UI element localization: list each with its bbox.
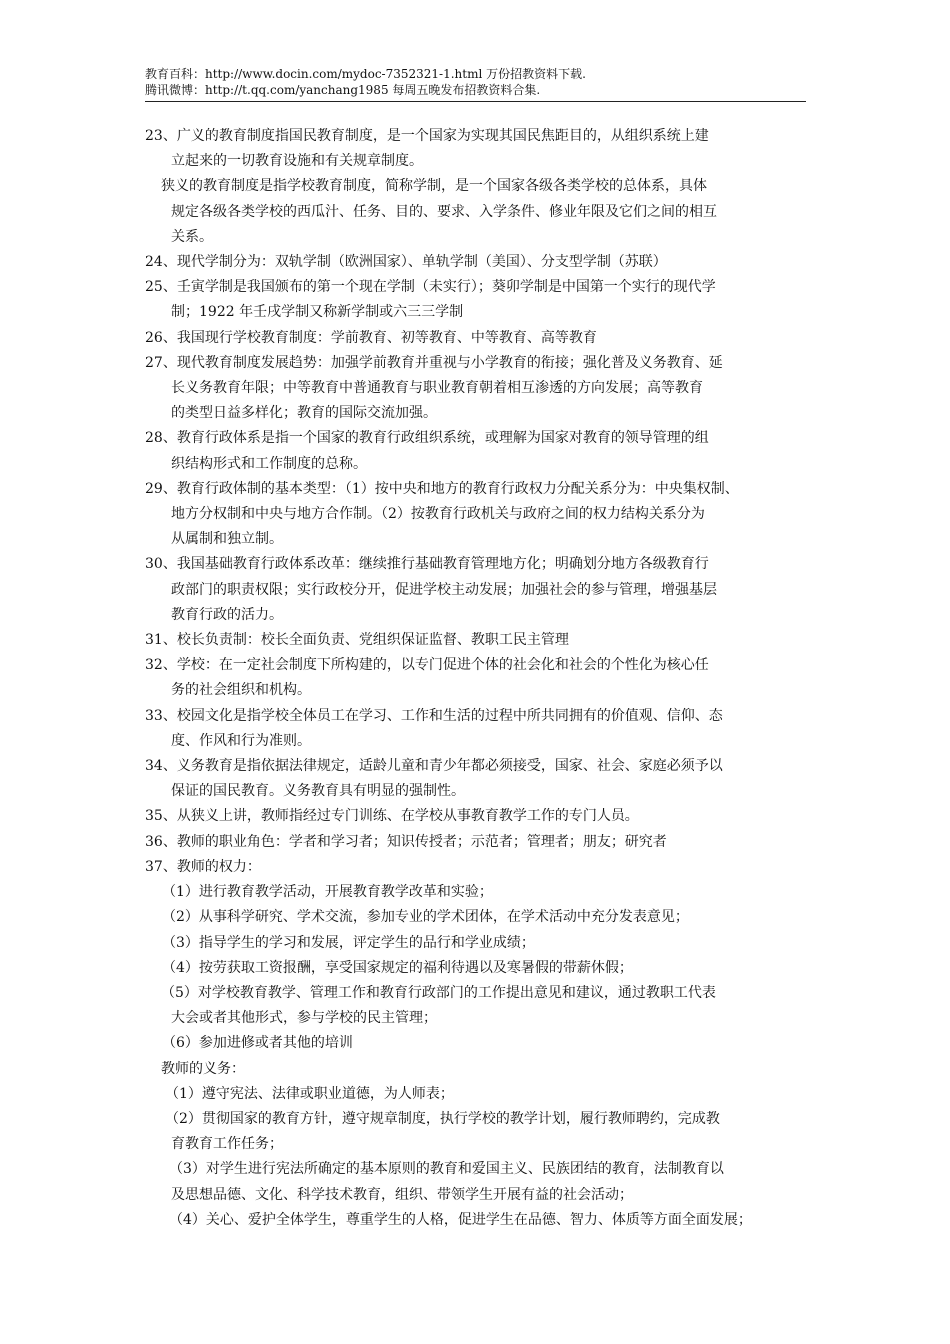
item-34-line-1: 34、义务教育是指依据法律规定，适龄儿童和青少年都必须接受，国家、社会、家庭必须予以 (145, 758, 723, 775)
item-28-line-2: 织结构形式和工作制度的总称。 (171, 455, 367, 472)
item-36: 36、教师的职业角色：学者和学习者；知识传授者；示范者；管理者；朋友；研究者 (145, 833, 667, 850)
teacher-right-1: （1）进行教育教学活动，开展教育教学改革和实验； (162, 884, 493, 901)
narrow-definition-line-3: 关系。 (171, 228, 213, 245)
item-33-line-1: 33、校园文化是指学校全体员工在学习、工作和生活的过程中所共同拥有的价值观、信仰、态 (145, 707, 723, 724)
item-29-line-3: 从属制和独立制。 (171, 531, 283, 548)
item-37-title: 37、教师的权力： (145, 858, 261, 875)
teacher-duty-2-line-1: （2）贯彻国家的教育方针，遵守规章制度，执行学校的教学计划，履行教师聘约，完成教 (165, 1110, 720, 1127)
item-28-line-1: 28、教育行政体系是指一个国家的教育行政组织系统，或理解为国家对教育的领导管理的组 (145, 430, 709, 447)
narrow-definition-line-2: 规定各级各类学校的西瓜汁、任务、目的、要求、入学条件、修业年限及它们之间的相互 (171, 203, 717, 220)
teacher-right-5-line-1: （5）对学校教育教学、管理工作和教育行政部门的工作提出意见和建议，通过教职工代表 (161, 984, 716, 1001)
teacher-right-3: （3）指导学生的学习和发展，评定学生的品行和学业成绩； (162, 934, 535, 951)
header-divider (145, 101, 806, 102)
item-23-line-2: 立起来的一切教育设施和有关规章制度。 (171, 153, 423, 170)
item-34-line-2: 保证的国民教育。义务教育具有明显的强制性。 (171, 783, 465, 800)
item-27-line-1: 27、现代教育制度发展趋势：加强学前教育并重视与小学教育的衔接；强化普及义务教育、延 (145, 354, 723, 371)
item-32-line-1: 32、学校：在一定社会制度下所构建的，以专门促进个体的社会化和社会的个性化为核心任 (145, 657, 709, 674)
item-23-line-1: 23、广义的教育制度指国民教育制度，是一个国家为实现其国民焦距目的，从组织系统上建 (145, 128, 709, 144)
teacher-duty-3-line-2: 及思想品德、文化、科学技术教育，组织、带领学生开展有益的社会活动； (171, 1186, 633, 1203)
item-32-line-2: 务的社会组织和机构。 (171, 682, 311, 699)
item-25-line-2: 制；1922 年壬戌学制又称新学制或六三三学制 (171, 304, 464, 321)
item-31: 31、校长负责制：校长全面负责、党组织保证监督、教职工民主管理 (145, 632, 569, 649)
teacher-right-5-line-2: 大会或者其他形式，参与学校的民主管理； (171, 1010, 437, 1027)
item-27-line-2: 长义务教育年限；中等教育中普通教育与职业教育朝着相互渗透的方向发展；高等教育 (171, 380, 703, 397)
item-26: 26、我国现行学校教育制度：学前教育、初等教育、中等教育、高等教育 (145, 329, 597, 346)
header-line-weibo: 腾讯微博：http://t.qq.com/yanchang1985 每周五晚发布招教资料合集. (145, 83, 541, 97)
teacher-duty-3-line-1: （3）对学生进行宪法所确定的基本原则的教育和爱国主义、民族团结的教育，法制教育以 (169, 1161, 724, 1178)
item-29-line-1: 29、教育行政体制的基本类型：（1）按中央和地方的教育行政权力分配关系分为：中央集权制、 (145, 480, 739, 497)
item-29-line-2: 地方分权制和中央与地方合作制。（2）按教育行政机关与政府之间的权力结构关系分为 (171, 506, 705, 523)
document-body (145, 124, 825, 1233)
teacher-duties-title: 教师的义务： (161, 1060, 245, 1077)
narrow-definition-line-1: 狭义的教育制度是指学校教育制度，简称学制，是一个国家各级各类学校的总体系，具体 (161, 178, 707, 195)
header-line-docin: 教育百科：http://www.docin.com/mydoc-7352321-1.html 万份招教资料下载. (145, 67, 586, 81)
teacher-right-4: （4）按劳获取工资报酬，享受国家规定的福利待遇以及寒暑假的带薪休假； (162, 959, 633, 976)
teacher-duty-1: （1）遵守宪法、法律或职业道德，为人师表； (165, 1085, 454, 1102)
teacher-right-2: （2）从事科学研究、学术交流，参加专业的学术团体，在学术活动中充分发表意见； (162, 909, 689, 926)
teacher-duty-4: （4）关心、爱护全体学生，尊重学生的人格，促进学生在品德、智力、体质等方面全面发展； (169, 1211, 752, 1228)
item-30-line-1: 30、我国基础教育行政体系改革：继续推行基础教育管理地方化；明确划分地方各级教育行 (145, 556, 709, 573)
item-30-line-2: 政部门的职责权限；实行政校分开，促进学校主动发展；加强社会的参与管理，增强基层 (171, 581, 717, 598)
item-25-line-1: 25、壬寅学制是我国颁布的第一个现在学制（未实行）；葵卯学制是中国第一个实行的现代学 (145, 279, 716, 296)
item-24: 24、现代学制分为：双轨学制（欧洲国家）、单轨学制（美国）、分支型学制（苏联） (145, 254, 667, 271)
teacher-duty-2-line-2: 育教育工作任务； (171, 1136, 283, 1153)
item-30-line-3: 教育行政的活力。 (171, 606, 283, 623)
item-27-line-3: 的类型日益多样化；教育的国际交流加强。 (171, 405, 437, 422)
item-33-line-2: 度、作风和行为准则。 (171, 732, 311, 749)
item-35: 35、从狭义上讲，教师指经过专门训练、在学校从事教育教学工作的专门人员。 (145, 808, 639, 825)
teacher-right-6: （6）参加进修或者其他的培训 (162, 1035, 353, 1052)
page-header (145, 66, 806, 98)
